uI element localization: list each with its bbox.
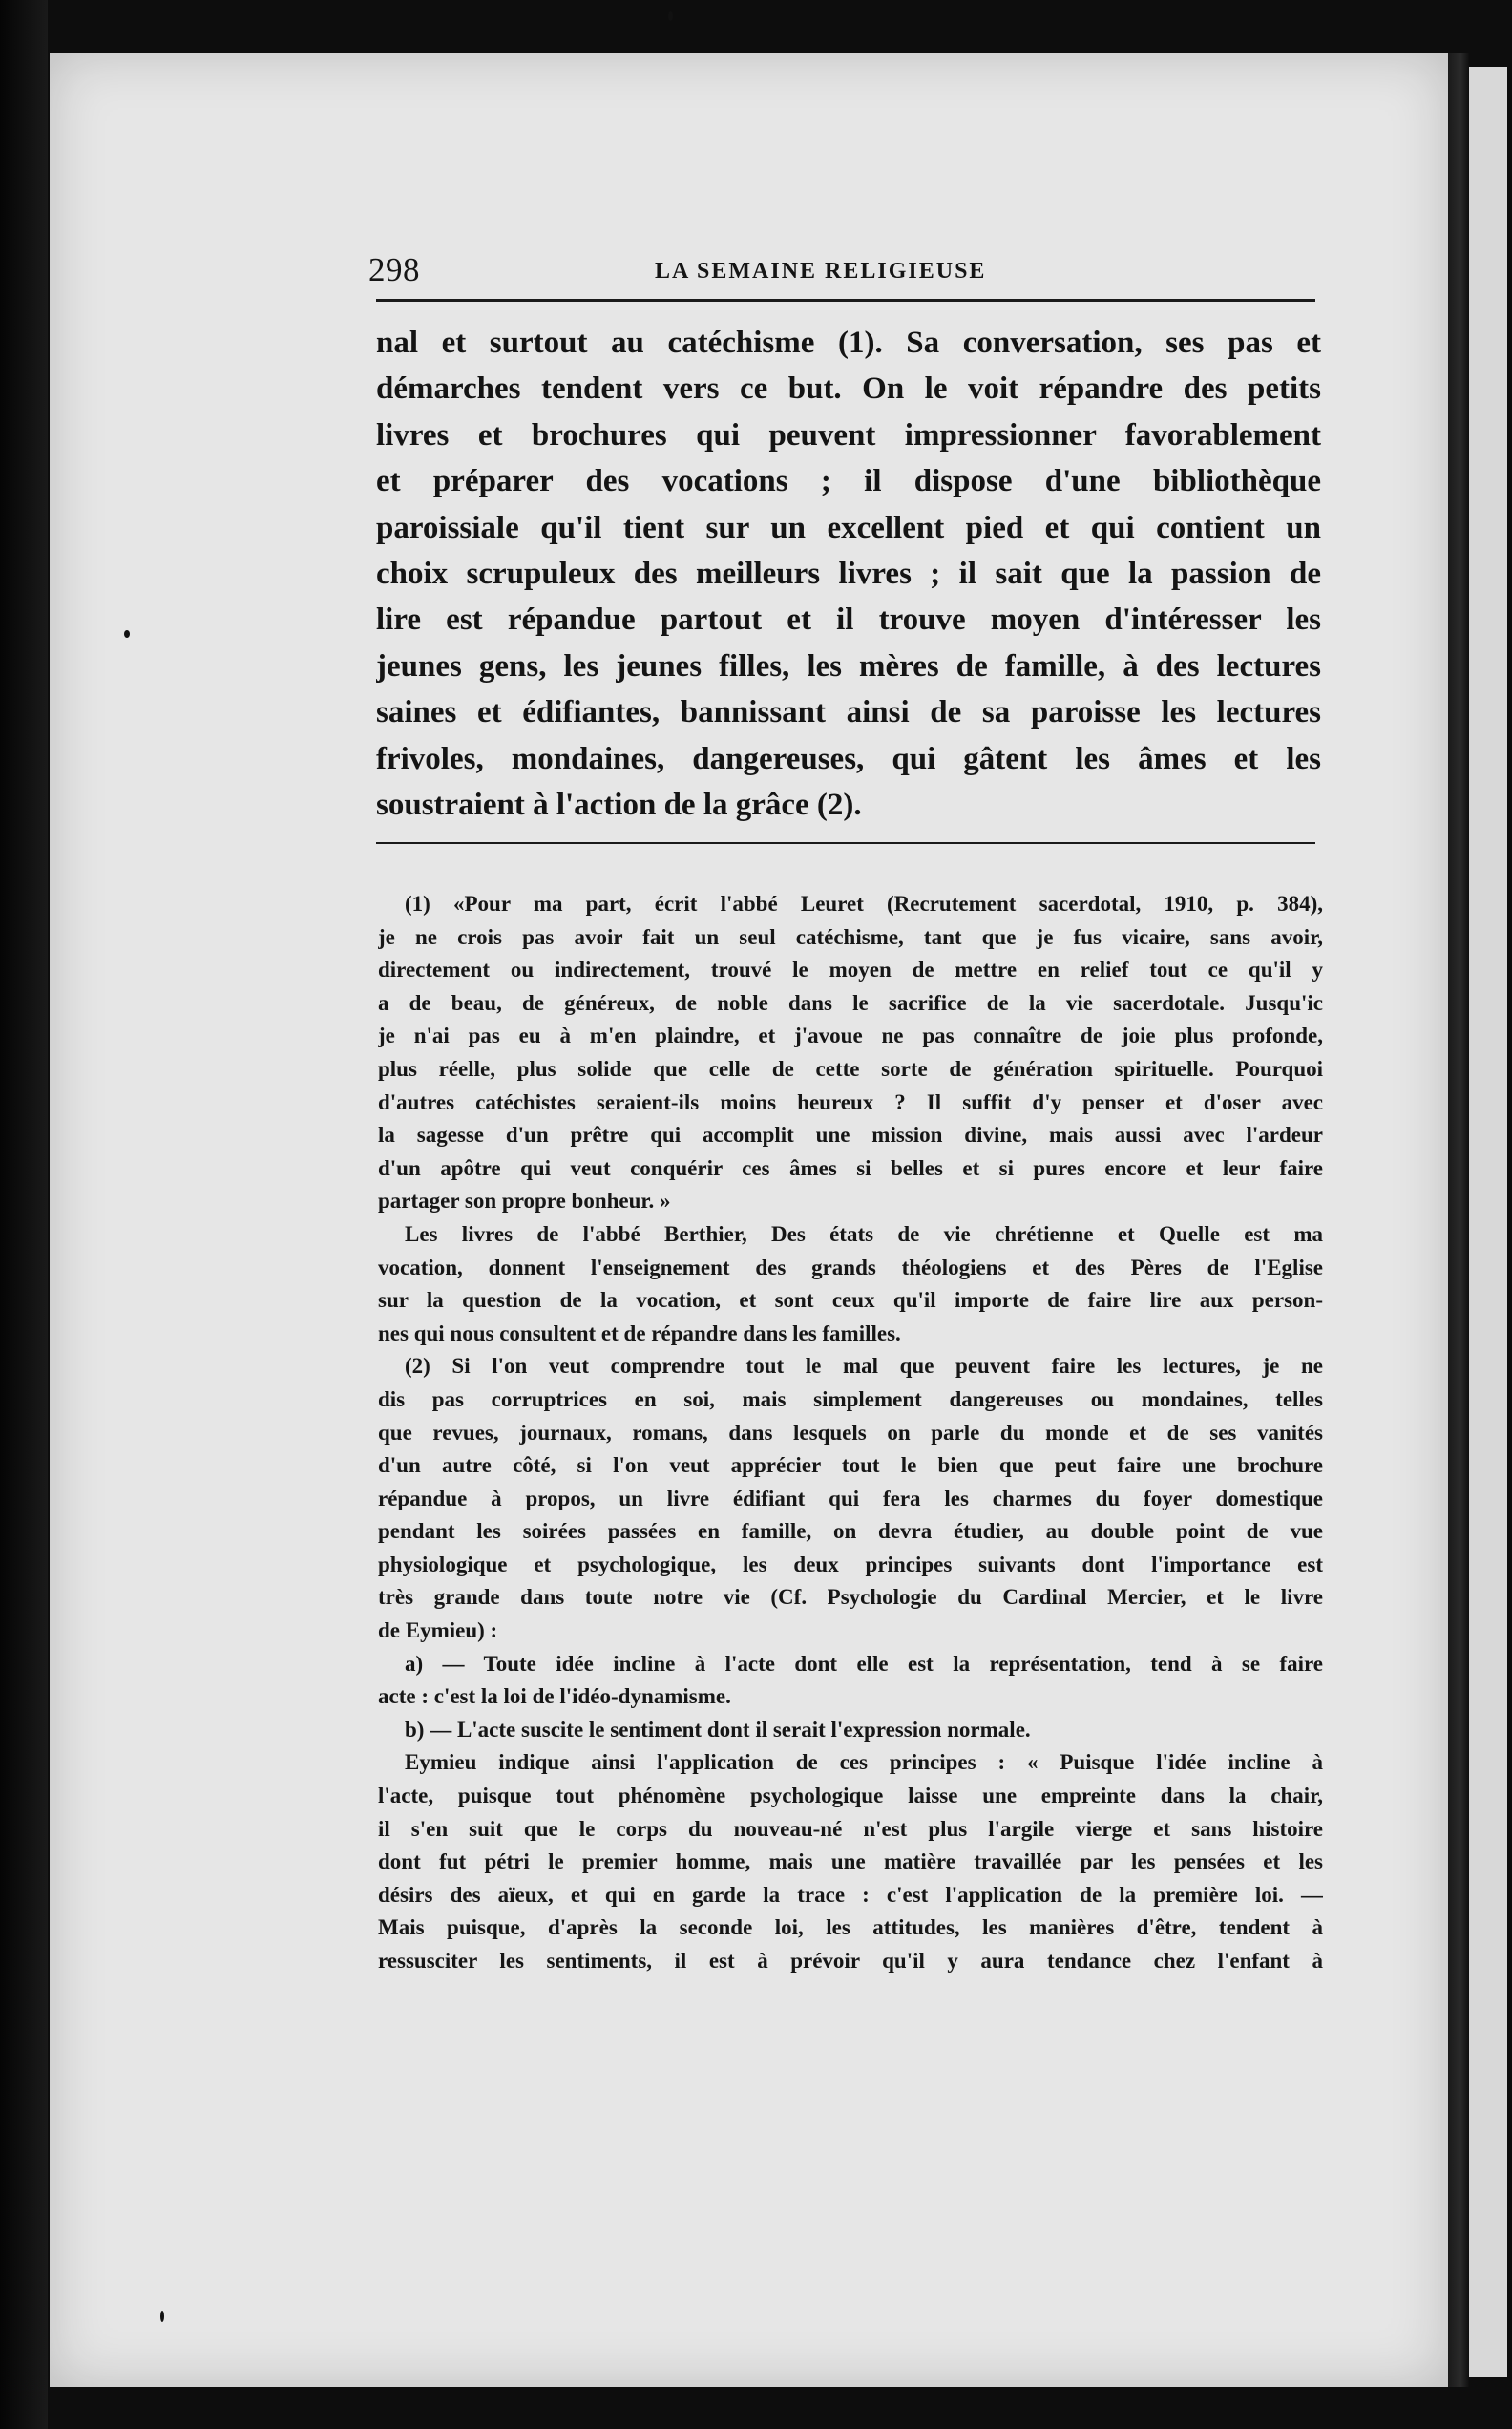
footnote-line: d'un autre côté, si l'on veut apprécier tout le bien que peut faire une brochure: [378, 1453, 1323, 1478]
footnote-line: désirs des aïeux, et qui en garde la trace : c'est l'application de la première loi. —: [378, 1882, 1323, 1907]
adjacent-page-edge: [1469, 67, 1507, 2377]
text-line: soustraient à l'action de la grâce (2).: [376, 788, 862, 823]
footnote-line: très grande dans toute notre vie (Cf. Psychologie du Cardinal Mercier, et le livre: [378, 1585, 1323, 1610]
footnote-line: Eymieu indique ainsi l'application de ces principes : « Puisque l'idée incline à: [405, 1750, 1323, 1775]
page-number: 298: [368, 251, 420, 288]
footnote-line: (1) «Pour ma part, écrit l'abbé Leuret (Recrutement sacerdotal, 1910, p. 384),: [405, 892, 1323, 916]
footnote-line: de Eymieu) :: [378, 1618, 498, 1643]
footnote-line: plus réelle, plus solide que celle de cette sorte de génération spirituelle. Pourquoi: [378, 1056, 1323, 1081]
footnote-line: dont fut pétri le premier homme, mais une matière travaillée par les pensées et les: [378, 1849, 1323, 1874]
footnote-line: d'autres catéchistes seraient-ils moins heureux ? Il suffit d'y penser et d'oser avec: [378, 1089, 1323, 1114]
footnote-line: l'acte, puisque tout phénomène psychologique laisse une empreinte dans la chair,: [378, 1784, 1323, 1808]
footnote-separator: [376, 842, 1315, 844]
scan-dark-border: [0, 0, 48, 2429]
footnote-line: dis pas corruptrices en soi, mais simplement dangereuses ou mondaines, telles: [378, 1386, 1323, 1411]
running-title: LA SEMAINE RELIGIEUSE: [655, 259, 987, 284]
footnote-line: sur la question de la vocation, et sont ceux qu'il importe de faire lire aux person-: [378, 1288, 1323, 1313]
footnote-line: que revues, journaux, romans, dans lesquels on parle du monde et de ses vanités: [378, 1420, 1323, 1445]
footnote-line: d'un apôtre qui veut conquérir ces âmes si belles et si pures encore et leur faire: [378, 1155, 1323, 1180]
text-line: choix scrupuleux des meilleurs livres ; il sait que la passion de: [376, 557, 1321, 592]
footnotes: [378, 888, 1323, 1978]
footnote-line: la sagesse d'un prêtre qui accomplit une mission divine, mais aussi avec l'ardeur: [378, 1123, 1323, 1148]
footnote-line: partager son propre bonheur. »: [378, 1189, 671, 1214]
main-text: [376, 320, 1321, 828]
text-line: démarches tendent vers ce but. On le voit répandre des petits: [376, 371, 1321, 407]
footnote-line: (2) Si l'on veut comprendre tout le mal que peuvent faire les lectures, je ne: [405, 1354, 1323, 1379]
header-rule: [376, 299, 1315, 302]
footnote-line: physiologique et psychologique, les deux principes suivants dont l'importance est: [378, 1552, 1323, 1576]
footnote-line: répandue à propos, un livre édifiant qui fera les charmes du foyer domestique: [378, 1486, 1323, 1510]
text-line: nal et surtout au catéchisme (1). Sa conversation, ses pas et: [376, 326, 1321, 360]
scan-speck: [160, 2311, 164, 2322]
footnote-line: pendant les soirées passées en famille, on devra étudier, au double point de vue: [378, 1519, 1323, 1544]
page-header: [368, 251, 1315, 293]
footnote-line: Mais puisque, d'après la seconde loi, les attitudes, les manières d'être, tendent à: [378, 1915, 1323, 1940]
text-line: frivoles, mondaines, dangereuses, qui gâtent les âmes et les: [376, 741, 1321, 776]
scan-speck: [668, 11, 673, 21]
footnote-line: acte : c'est la loi de l'idéo-dynamisme.: [378, 1684, 731, 1709]
footnote-line: je n'ai pas eu à m'en plaindre, et j'avoue ne pas connaître de joie plus profonde,: [378, 1024, 1323, 1048]
footnote-line: vocation, donnent l'enseignement des grands théologiens et des Pères de l'Eglise: [378, 1255, 1323, 1279]
text-line: et préparer des vocations ; il dispose d'une bibliothèque: [376, 464, 1321, 499]
text-line: saines et édifiantes, bannissant ainsi de sa paroisse les lectures: [376, 695, 1321, 730]
footnote-line: il s'en suit que le corps du nouveau-né n'est plus l'argile vierge et sans histoire: [378, 1816, 1323, 1841]
text-line: livres et brochures qui peuvent impressionner favorablement: [376, 417, 1321, 453]
footnote-line: directement ou indirectement, trouvé le moyen de mettre en relief tout ce qu'il y: [378, 958, 1323, 982]
text-line: lire est répandue partout et il trouve moyen d'intéresser les: [376, 602, 1321, 638]
footnote-line: nes qui nous consultent et de répandre dans les familles.: [378, 1320, 901, 1345]
book-gutter: [1448, 53, 1469, 2387]
footnote-line: b) — L'acte suscite le sentiment dont il serait l'expression normale.: [405, 1717, 1031, 1742]
text-line: jeunes gens, les jeunes filles, les mères de famille, à des lectures: [376, 648, 1321, 684]
footnote-line: a) — Toute idée incline à l'acte dont elle est la représentation, tend à se faire: [405, 1651, 1323, 1676]
footnote-line: a de beau, de généreux, de noble dans le sacrifice de la vie sacerdotale. Jusqu'ic: [378, 990, 1323, 1015]
footnote-line: Les livres de l'abbé Berthier, Des états de vie chrétienne et Quelle est ma: [405, 1221, 1323, 1246]
footnote-line: je ne crois pas avoir fait un seul catéchisme, tant que je fus vicaire, sans avoir,: [378, 924, 1323, 949]
scan-speck: [124, 630, 130, 638]
text-line: paroissiale qu'il tient sur un excellent pied et qui contient un: [376, 510, 1321, 545]
footnote-line: ressusciter les sentiments, il est à prévoir qu'il y aura tendance chez l'enfant à: [378, 1949, 1323, 1973]
